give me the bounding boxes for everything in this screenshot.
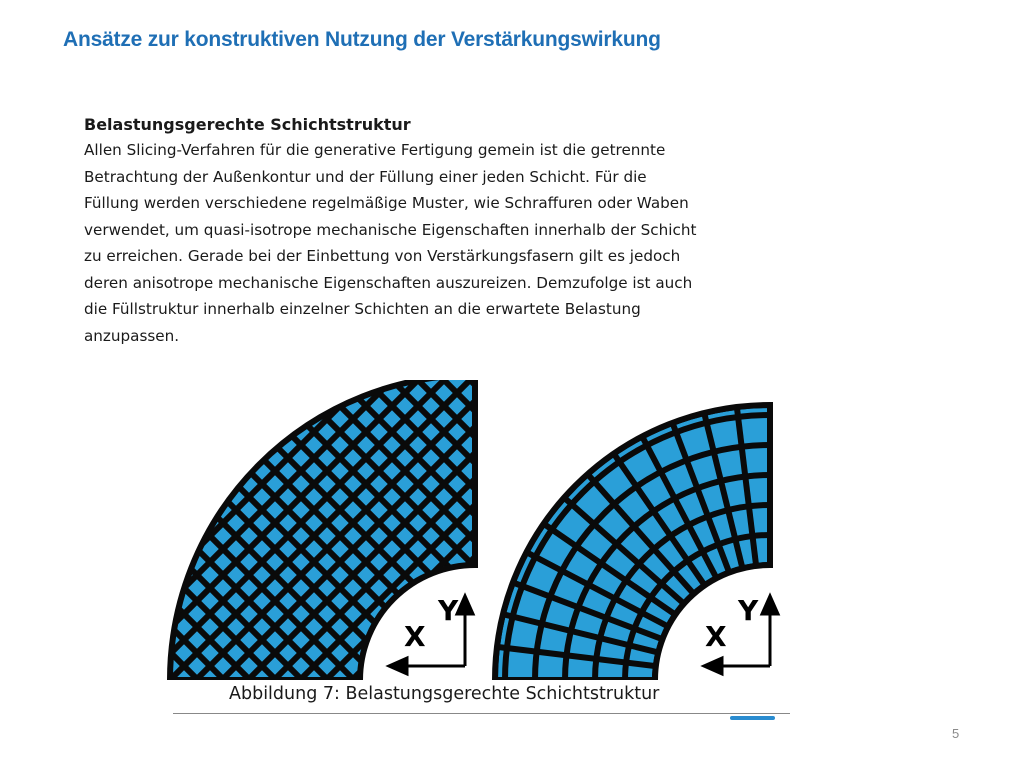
hatch-line xyxy=(782,380,800,680)
body-line: verwendet, um quasi-isotrope mechanische Eigenschaften innerhalb der Schicht xyxy=(84,220,697,239)
axis-x-label: X xyxy=(705,620,727,653)
axis-y-label: Y xyxy=(738,594,759,627)
body-line: die Füllstruktur innerhalb einzelner Schichten an die erwartete Belastung xyxy=(84,300,641,318)
layer-structure-figure xyxy=(160,380,800,680)
section-body xyxy=(84,137,824,349)
slide-title: Ansätze zur konstruktiven Nutzung der Verstärkungswirkung xyxy=(63,28,661,51)
axis-y-label: Y xyxy=(438,594,459,627)
hatch-line xyxy=(160,380,166,680)
body-line: deren anisotrope mechanische Eigenschaften auszureizen. Demzufolge ist auch xyxy=(84,273,693,292)
next-figure-edge xyxy=(730,716,775,720)
document-excerpt xyxy=(84,113,824,349)
body-line: zu erreichen. Gerade bei der Einbettung von Verstärkungsfasern gilt es jedoch xyxy=(84,247,681,265)
body-line: Betrachtung der Außenkontur und der Füllung einer jeden Schicht. Für die xyxy=(84,167,647,186)
body-line: Füllung werden verschiedene regelmäßige Muster, wie Schraffuren oder Waben xyxy=(84,194,689,212)
body-line: anzupassen. xyxy=(84,326,180,345)
page-number: 5 xyxy=(952,726,960,741)
axis-indicator-left xyxy=(389,596,473,674)
figure-caption: Abbildung 7: Belastungsgerechte Schichtstruktur xyxy=(229,684,660,704)
caption-divider xyxy=(173,713,790,714)
body-line: Allen Slicing-Verfahren für die generative Fertigung gemein ist die getrennte xyxy=(84,141,666,159)
section-heading: Belastungsgerechte Schichtstruktur xyxy=(84,115,411,134)
axis-x-label: X xyxy=(404,620,426,653)
